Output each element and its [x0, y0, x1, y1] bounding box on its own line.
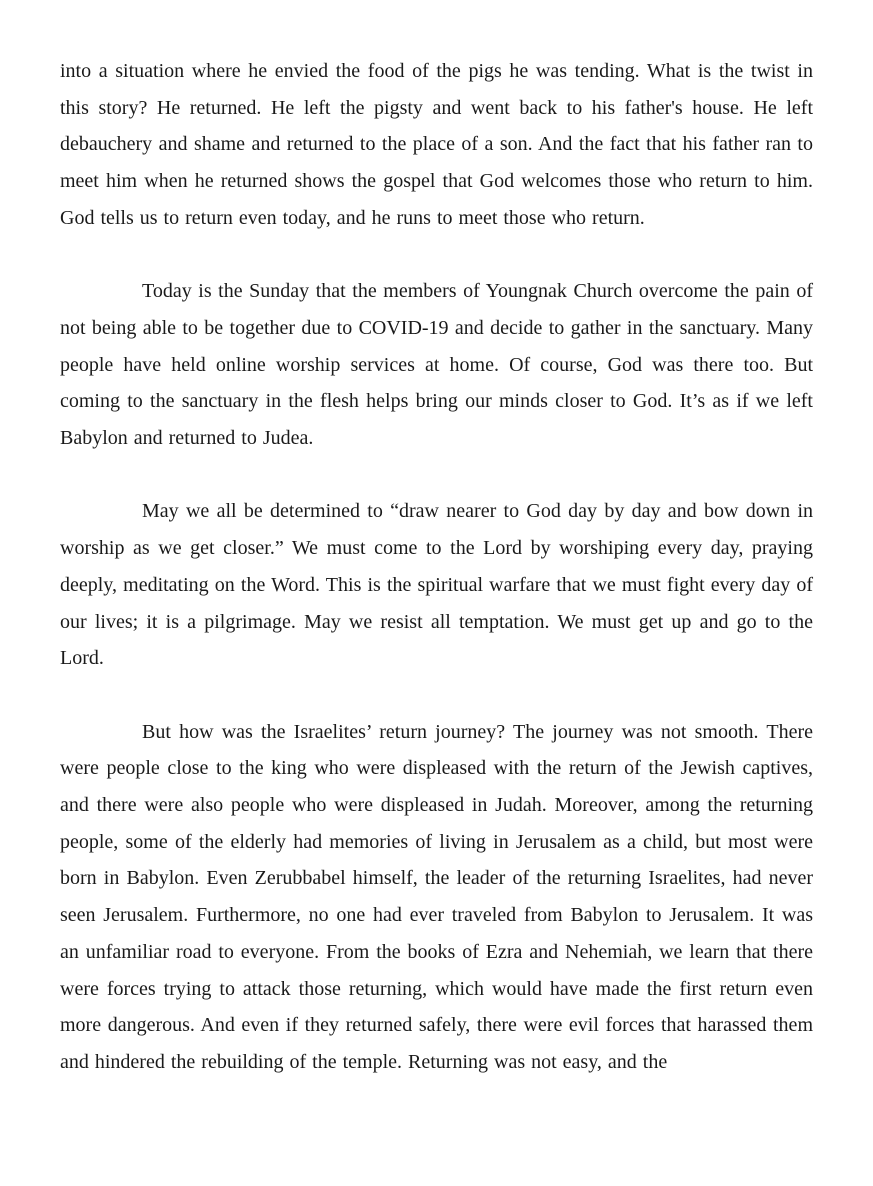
- paragraph-draw-nearer: May we all be determined to “draw nearer to God day by day and bow down in worship as we get closer.” We must come to the Lord by worshiping every day, praying deeply, meditating on the Word. This is the spiritual warfare that we must fight every day of our lives; it is a pilgrimage. May we resist all temptation. We must get up and go to the Lord.: [60, 500, 813, 670]
- document-page: [60, 53, 813, 1081]
- paragraph-youngnak-sunday: Today is the Sunday that the members of Youngnak Church overcome the pain of not being able to be together due to COVID-19 and decide to gather in the sanctuary. Many people have held online worship services at home. Of course, God was there too. But coming to the sanctuary in the flesh helps bring our minds closer to God. It’s as if we left Babylon and returned to Judea.: [60, 280, 813, 450]
- paragraph-return-journey: But how was the Israelites’ return journey? The journey was not smooth. There were people close to the king who were displeased with the return of the Jewish captives, and there were also people who were displeased in Judah. Moreover, among the returning people, some of the elderly had memories of living in Jerusalem as a child, but most were born in Babylon. Even Zerubbabel himself, the leader of the returning Israelites, had never seen Jerusalem. Furthermore, no one had ever traveled from Babylon to Jerusalem. It was an unfamiliar road to everyone. From the books of Ezra and Nehemiah, we learn that there were forces trying to attack those returning, which would have made the first return even more dangerous. And even if they returned safely, there were evil forces that harassed them and hindered the rebuilding of the temple. Returning was not easy, and the: [60, 720, 813, 1073]
- paragraph-prodigal-son: into a situation where he envied the food of the pigs he was tending. What is the twist in this story? He returned. He left the pigsty and went back to his father's house. He left debauchery and shame and returned to the place of a son. And the fact that his father ran to meet him when he returned shows the gospel that God welcomes those who return to him. God tells us to return even today, and he runs to meet those who return.: [60, 60, 813, 229]
